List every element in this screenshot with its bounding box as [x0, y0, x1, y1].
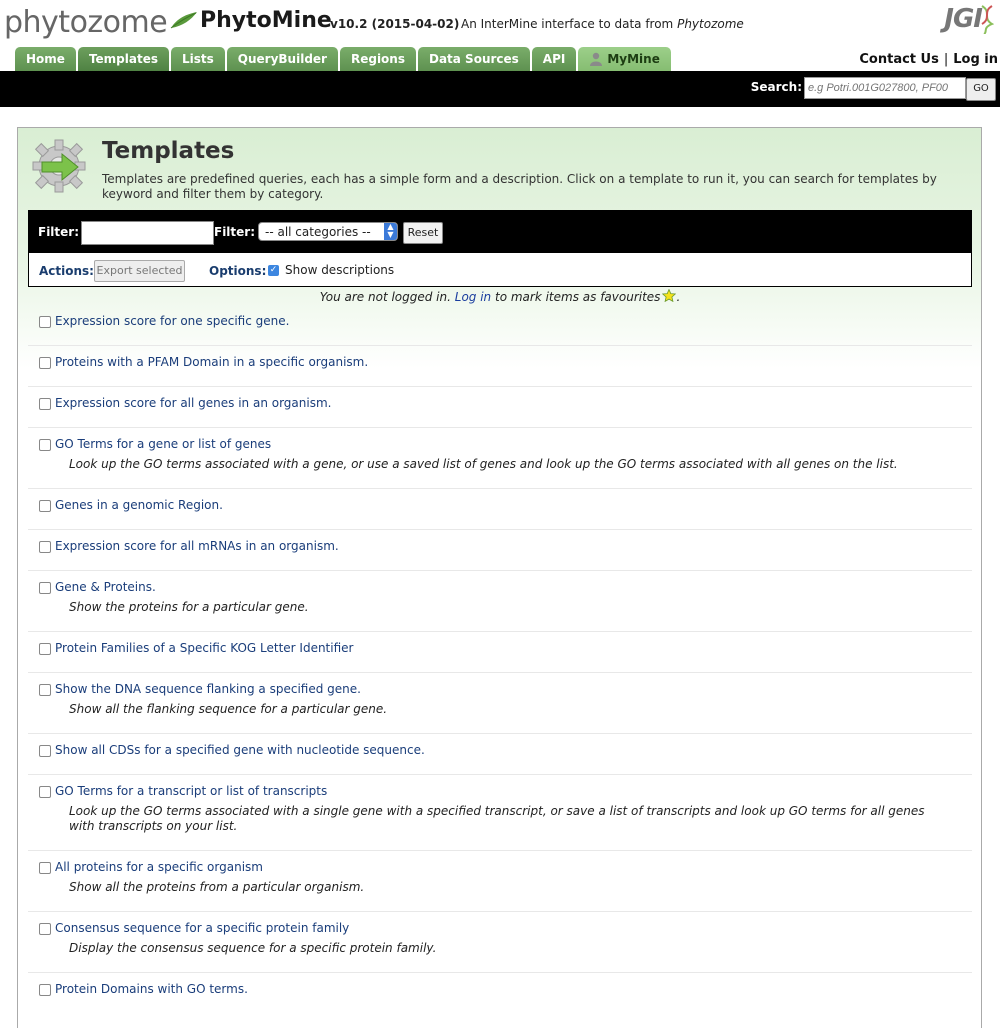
leaf-icon — [169, 8, 199, 30]
template-item — [28, 345, 972, 387]
template-item — [28, 427, 972, 489]
options-label: Options: — [209, 264, 267, 278]
star-icon — [662, 289, 676, 302]
account-links — [859, 52, 998, 67]
login-link[interactable]: Log in — [953, 52, 998, 67]
tab-querybuilder[interactable]: QueryBuilder — [227, 47, 338, 71]
dna-helix-icon — [980, 4, 994, 34]
filter-input[interactable] — [81, 221, 214, 245]
reset-button[interactable]: Reset — [403, 222, 443, 244]
template-link[interactable]: Show the DNA sequence flanking a specified gene. — [55, 682, 361, 696]
phytozome-logo[interactable] — [4, 2, 199, 42]
tab-templates[interactable]: Templates — [78, 47, 169, 71]
search-go-button[interactable]: GO — [966, 78, 996, 101]
login-notice — [0, 289, 1000, 304]
template-link[interactable]: GO Terms for a transcript or list of transcripts — [55, 784, 328, 798]
tab-api[interactable]: API — [532, 47, 577, 71]
template-description: Show all the proteins from a particular organism. — [69, 880, 365, 894]
tab-mymine-label: MyMine — [607, 52, 660, 66]
notice-text: You are not logged in. — [319, 290, 451, 304]
template-link[interactable]: Expression score for all genes in an organism. — [55, 396, 332, 410]
actions-label: Actions: — [39, 264, 94, 278]
template-item — [28, 672, 972, 734]
template-description: Look up the GO terms associated with a gene, or use a saved list of genes and look up the GO terms associated with all genes on the list. — [69, 457, 898, 471]
contact-link[interactable]: Contact Us — [859, 52, 939, 67]
template-checkbox[interactable] — [39, 439, 51, 451]
template-checkbox[interactable] — [39, 923, 51, 935]
jgi-logo[interactable] — [944, 4, 994, 34]
template-item — [28, 304, 972, 346]
template-checkbox[interactable] — [39, 541, 51, 553]
logo-text: phytozome — [4, 4, 168, 40]
template-item — [28, 774, 972, 851]
template-item — [28, 488, 972, 530]
template-item — [28, 570, 972, 632]
template-description: Show the proteins for a particular gene. — [69, 600, 309, 614]
tagline-source: Phytozome — [677, 17, 744, 31]
tab-regions[interactable]: Regions — [340, 47, 416, 71]
template-checkbox[interactable] — [39, 316, 51, 328]
app-title: PhytoMine — [200, 8, 332, 33]
template-link[interactable]: Protein Domains with GO terms. — [55, 982, 248, 996]
template-checkbox[interactable] — [39, 684, 51, 696]
template-item — [28, 631, 972, 673]
notice-login-link[interactable]: Log in — [454, 290, 492, 304]
template-checkbox[interactable] — [39, 862, 51, 874]
template-link[interactable]: GO Terms for a gene or list of genes — [55, 437, 272, 451]
export-selected-button[interactable]: Export selected — [94, 260, 185, 282]
template-item — [28, 850, 972, 912]
template-link[interactable]: Expression score for one specific gene. — [55, 314, 290, 328]
template-checkbox[interactable] — [39, 643, 51, 655]
category-select-value: -- all categories -- — [265, 225, 371, 239]
notice-text-after: to mark items as favourites — [495, 290, 661, 304]
page-title: Templates — [102, 138, 235, 164]
template-link[interactable]: Expression score for all mRNAs in an organism. — [55, 539, 339, 553]
version-label: v10.2 (2015-04-02) — [330, 17, 460, 31]
template-item — [28, 911, 972, 973]
template-description: Display the consensus sequence for a specific protein family. — [69, 941, 437, 955]
search-label: Search: — [750, 80, 802, 94]
show-descriptions-label: Show descriptions — [285, 263, 395, 277]
template-checkbox[interactable] — [39, 745, 51, 757]
template-checkbox[interactable] — [39, 984, 51, 996]
search-input[interactable] — [804, 77, 966, 99]
template-link[interactable]: Consensus sequence for a specific protein family — [55, 921, 350, 935]
template-link[interactable]: All proteins for a specific organism — [55, 860, 263, 874]
site-header — [0, 0, 1000, 46]
tab-lists[interactable]: Lists — [171, 47, 225, 71]
jgi-logo-text: JGI — [944, 4, 982, 34]
tagline — [461, 17, 744, 31]
category-select[interactable] — [258, 222, 398, 241]
gear-icon — [28, 136, 90, 196]
template-item — [28, 733, 972, 775]
filter-label: Filter: — [38, 225, 80, 239]
template-checkbox[interactable] — [39, 500, 51, 512]
template-checkbox[interactable] — [39, 582, 51, 594]
separator: | — [943, 52, 949, 67]
template-checkbox[interactable] — [39, 357, 51, 369]
template-checkbox[interactable] — [39, 398, 51, 410]
show-descriptions-checkbox[interactable]: ✓ — [269, 265, 278, 275]
main-nav — [15, 47, 671, 71]
user-icon — [589, 52, 603, 66]
template-checkbox[interactable] — [39, 786, 51, 798]
tagline-text: An InterMine interface to data from — [461, 17, 674, 31]
template-item — [28, 529, 972, 571]
notice-period: . — [676, 290, 681, 304]
template-description: Look up the GO terms associated with a single gene with a specified transcript, or save a list of transcripts and look up GO terms for all genes with transcripts on your list. — [69, 804, 925, 833]
template-link[interactable]: Show all CDSs for a specified gene with nucleotide sequence. — [55, 743, 425, 757]
select-arrows-icon: ▲ ▼ — [384, 223, 397, 240]
template-item — [28, 386, 972, 428]
tab-mymine[interactable] — [578, 47, 671, 71]
template-item — [28, 972, 972, 1000]
template-link[interactable]: Proteins with a PFAM Domain in a specific organism. — [55, 355, 369, 369]
category-filter-label: Filter: — [214, 225, 256, 239]
tab-data-sources[interactable]: Data Sources — [418, 47, 530, 71]
template-link[interactable]: Gene & Proteins. — [55, 580, 156, 594]
page-description: Templates are predefined queries, each has a simple form and a description. Click on a template to run it, you can search for templates by keyword and filter them by category. — [102, 172, 937, 201]
template-description: Show all the flanking sequence for a particular gene. — [69, 702, 388, 716]
template-link[interactable]: Protein Families of a Specific KOG Letter Identifier — [55, 641, 354, 655]
template-link[interactable]: Genes in a genomic Region. — [55, 498, 223, 512]
tab-home[interactable]: Home — [15, 47, 76, 71]
